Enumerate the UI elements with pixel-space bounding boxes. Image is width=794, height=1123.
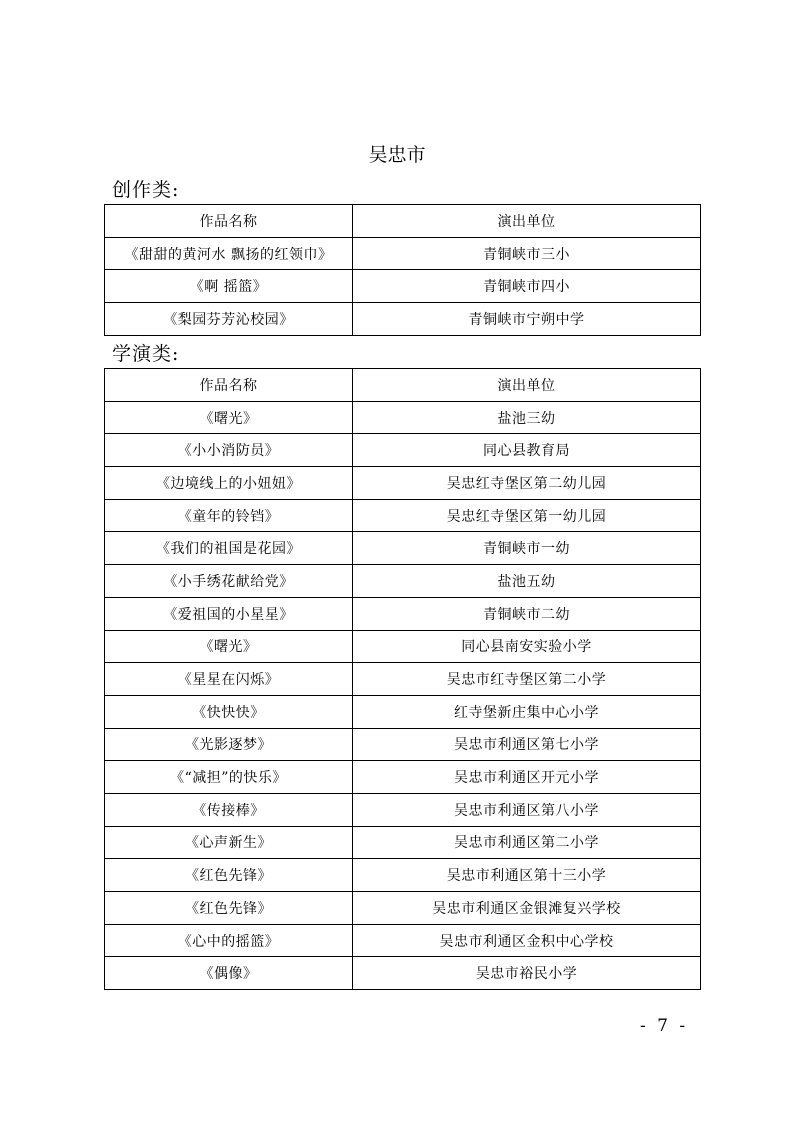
work-name-cell: 《传接棒》 [105,793,353,826]
table-row [105,663,701,696]
table-row [105,434,701,467]
performing-unit-cell: 青铜峡市一幼 [353,532,701,565]
work-name-cell: 《偶像》 [105,957,353,990]
table-row [105,270,701,303]
work-name-cell: 《曙光》 [105,401,353,434]
performing-unit-cell: 青铜峡市二幼 [353,597,701,630]
performing-unit-cell: 红寺堡新庄集中心小学 [353,695,701,728]
table-row [105,532,701,565]
work-name-cell: 《星星在闪烁》 [105,663,353,696]
table-row [105,793,701,826]
work-name-cell: 《光影逐梦》 [105,728,353,761]
work-name-cell: 《爱祖国的小星星》 [105,597,353,630]
performing-unit-cell: 吴忠红寺堡区第一幼儿园 [353,499,701,532]
table-row [105,303,701,336]
performing-unit-cell: 吴忠市利通区第八小学 [353,793,701,826]
column-header-performing-unit: 演出单位 [353,205,701,238]
performing-unit-cell: 青铜峡市四小 [353,270,701,303]
work-name-cell: 《“减担”的快乐》 [105,761,353,794]
work-name-cell: 《心中的摇篮》 [105,924,353,957]
table-row [105,467,701,500]
performing-unit-cell: 吴忠市红寺堡区第二小学 [353,663,701,696]
performance-table [104,368,701,990]
column-header-performing-unit: 演出单位 [353,369,701,402]
work-name-cell: 《童年的铃铛》 [105,499,353,532]
creation-table [104,204,701,336]
table-row [105,924,701,957]
table-row [105,565,701,598]
table-header-row [105,205,701,238]
table-row [105,401,701,434]
performing-unit-cell: 吴忠市利通区第二小学 [353,826,701,859]
table-row [105,597,701,630]
performing-unit-cell: 吴忠市利通区金银滩复兴学校 [353,892,701,925]
work-name-cell: 《心声新生》 [105,826,353,859]
work-name-cell: 《小手绣花献给党》 [105,565,353,598]
table-row [105,957,701,990]
work-name-cell: 《快快快》 [105,695,353,728]
performing-unit-cell: 盐池三幼 [353,401,701,434]
table-row [105,826,701,859]
table-row [105,630,701,663]
performance-section-label: 学演类: [112,343,180,365]
performing-unit-cell: 吴忠市利通区金积中心学校 [353,924,701,957]
page-title: 吴忠市 [368,144,426,166]
work-name-cell: 《小小消防员》 [105,434,353,467]
table-row [105,237,701,270]
table-row [105,728,701,761]
table-header-row [105,369,701,402]
performing-unit-cell: 盐池五幼 [353,565,701,598]
work-name-cell: 《梨园芬芳沁校园》 [105,303,353,336]
performing-unit-cell: 青铜峡市宁朔中学 [353,303,701,336]
performing-unit-cell: 吴忠市裕民小学 [353,957,701,990]
performing-unit-cell: 同心县南安实验小学 [353,630,701,663]
performing-unit-cell: 吴忠市利通区开元小学 [353,761,701,794]
work-name-cell: 《边境线上的小妞妞》 [105,467,353,500]
performing-unit-cell: 吴忠市利通区第十三小学 [353,859,701,892]
creation-section-label: 创作类: [112,179,180,201]
table-row [105,892,701,925]
performing-unit-cell: 吴忠市利通区第七小学 [353,728,701,761]
performing-unit-cell: 青铜峡市三小 [353,237,701,270]
table-row [105,499,701,532]
work-name-cell: 《曙光》 [105,630,353,663]
performing-unit-cell: 吴忠红寺堡区第二幼儿园 [353,467,701,500]
work-name-cell: 《我们的祖国是花园》 [105,532,353,565]
table-row [105,695,701,728]
performing-unit-cell: 同心县教育局 [353,434,701,467]
work-name-cell: 《红色先锋》 [105,892,353,925]
table-row [105,859,701,892]
page-number: - 7 - [640,1016,689,1036]
column-header-work-name: 作品名称 [105,369,353,402]
table-row [105,761,701,794]
work-name-cell: 《红色先锋》 [105,859,353,892]
work-name-cell: 《啊 摇篮》 [105,270,353,303]
work-name-cell: 《甜甜的黄河水 飘扬的红领巾》 [105,237,353,270]
column-header-work-name: 作品名称 [105,205,353,238]
